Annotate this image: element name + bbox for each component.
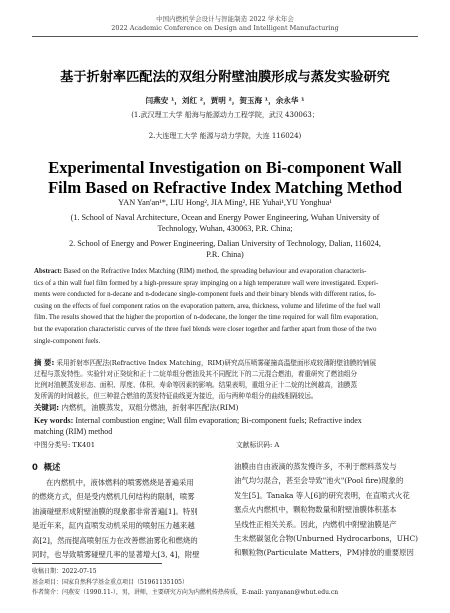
chinese-authors: 闫燕安 ¹，刘红 ²，贾明 ²，贺玉海 ¹，余永华 ¹: [145, 96, 305, 105]
abstract-chinese: 摘 要: 采用折射率匹配法(Refractive Index Matching，RIM)研究高压喷雾碰撞高温壁面形成较薄附壁油膜的铺展 过程与蒸发特性。实验针对正癸烷和正十二烷单组分燃油及其不同配比下的二元混合燃油，着重研究了燃油组分 比例对油膜蒸发形态、面积、厚度、体积、寿命等因素的影响。结果表明，重组分正十二烷的比例越高，油膜蒸 发所需的时间越长，但三种混合燃油的蒸发特征曲线更为接近，而与两种单组分的曲线相隔较远。: [34, 358, 377, 400]
classification-number: 中图分类号: TK401: [34, 441, 96, 449]
keywords-english: Key words: Internal combustion engine; Wall film evaporation; Bi-component fuels; Refractive index matching (RIM) method: [34, 416, 362, 436]
chinese-title: 基于折射率匹配法的双组分附壁油膜形成与蒸发实验研究: [60, 70, 390, 85]
footnote-funding: 基金项目：国家自然科学基金重点项目（51961135105）: [32, 578, 188, 586]
header-cn: 中国内燃机学会设计与智能制造 2022 学术年会: [156, 15, 294, 23]
english-affiliation-2: 2. School of Energy and Power Engineering, Dalian University of Technology, Dalian, 116024, P.R. China): [69, 239, 381, 259]
footnote-author-bio: 作者简介：闫燕安（1990.11-），男，讲师，主要研究方向为内燃机传热传质，E-mail: yanyanan@whut.edu.cn: [32, 589, 339, 596]
footnotes: [32, 567, 422, 599]
footnote-rule: [32, 563, 162, 564]
keywords-cn-label: 关键词:: [34, 403, 60, 412]
left-column-text: 在内燃机中，液体燃料的喷雾燃烧是普遍采用 的燃烧方式，但是受内燃机几何结构的限制，喷雾 油滴碰壁形成附壁油膜的现象都非常普遍[1]。特别 是近年来，缸内直喷发动机采用的喷射压力越来越 高[2]，然而提高喷射压力在改善燃油雾化和燃烧的 同时，也导致喷雾碰壁几率的显著增大[3, 4]，附壁: [32, 478, 200, 560]
english-authors: YAN Yan'an¹*, LIU Hong², JIA Ming², HE Yuhai¹,YU Yonghua¹: [118, 198, 332, 207]
chinese-affiliation-1: (1.武汉理工大学 船海与能源动力工程学院，武汉 430063；: [131, 111, 319, 119]
header-en: 2022 Academic Conference on Design and Intelligent Manufacturing: [111, 24, 339, 32]
english-title-line-1: Experimental Investigation on Bi-component Wall: [48, 158, 402, 177]
english-affiliation-1: (1. School of Naval Architecture, Ocean and Energy Power Engineering, Wuhan University of Technology, Wuhan, 430063, P.R. China;: [70, 213, 380, 233]
keywords-chinese: 关键词: 内燃机，油膜蒸发，双组分燃油，折射率匹配法(RIM): [34, 403, 239, 412]
header-rule: [32, 36, 418, 37]
document-code: 文献标识码: A: [236, 441, 280, 449]
section-heading: 0 概述: [32, 462, 61, 472]
english-title-line-2: Film Based on Refractive Index Matching Method: [48, 178, 402, 197]
right-column-text: 油膜由自由液滴的蒸发慢许多，不利于燃料蒸发与 油气均匀混合，甚至会导致"池火"(Pool fire)现象的 发生[5]。Tanaka 等人[6]的研究表明，在直喷式火花 塞点火内燃机中，颗粒物数量和附壁油膜体积基本 呈线性正相关关系。因此，内燃机中附壁油膜是产 生未燃碳氢化合物(Unburned Hydrocarbons，UHC) 和颗粒物(Particulate Matters，PM)排放的重要原因: [234, 462, 418, 558]
chinese-affiliation-2: 2.大连理工大学 能源与动力学院，大连 116024): [148, 132, 302, 140]
abstract-cn-label: 摘 要:: [34, 358, 55, 367]
abstract-english: Abstract: Based on the Refractive Index Matching (RIM) method, the spreading behaviour and evaporation characteris- tics of a thin wall fuel film formed by a high-pressure spray impinging on a high temperature wall were investigated. Experi- ments were conducted for n-decane and n-dodecane single-component fuels and their binary blends with different ratios, fo- cusing on the effects of fuel component ratios on the evaporation pattern, area, thickness, volume and lifetime of the fuel wall film. The results showed that the higher the proportion of n-dodecane, the longer the time required for wall film evaporation, but the evaporation characteristic curves of the three fuel blends were closer together and farther apart from those of the two single-component fuels.: [34, 268, 381, 345]
footnote-received: 收稿日期：2022-07-15: [32, 568, 97, 575]
keywords-en-label: Key words:: [34, 416, 74, 425]
abstract-label: Abstract:: [34, 268, 62, 275]
